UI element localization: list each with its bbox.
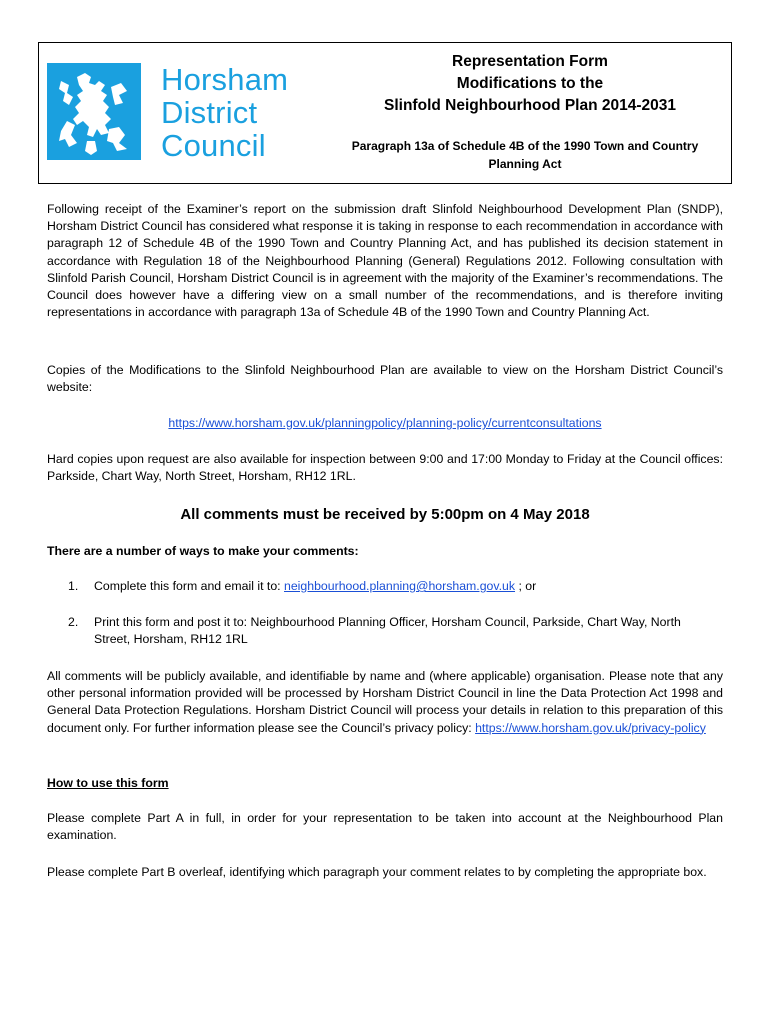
form-title	[335, 51, 725, 117]
how-to-use-heading: How to use this form	[47, 776, 169, 790]
consultation-link[interactable]: https://www.horsham.gov.uk/planningpolicy/planning-policy/currentconsultations	[168, 416, 602, 430]
part-a-paragraph: Please complete Part A in full, in order for your representation to be taken into account at the Neighbourhood Plan examination.	[47, 811, 723, 843]
privacy-text: All comments will be publicly available, and identifiable by name and (where applicable) organisation. Please note that any other personal information provided will be processed by Horsham District Council in line the Data Protection Act 1998 and General Data Protection Regulations. Horsham District Council will process your details in relation to this preparation of this document only. For further information please see the Council’s privacy policy:	[47, 669, 723, 735]
list-number: 1.	[68, 579, 79, 593]
way-prefix: Complete this form and email it to:	[94, 579, 284, 593]
lion-rampant-icon	[47, 63, 141, 160]
council-logo	[47, 63, 307, 163]
copies-paragraph: Copies of the Modifications to the Slinfold Neighbourhood Plan are available to view on the Horsham District Council’s website:	[47, 363, 723, 395]
logo-wordmark	[161, 63, 288, 162]
privacy-policy-link[interactable]: https://www.horsham.gov.uk/privacy-policy	[475, 720, 706, 735]
way-text: Print this form and post it to: Neighbourhood Planning Officer, Horsham Council, Parkside, Chart Way, North Street, Horsham, RH12 1RL	[94, 615, 681, 647]
form-subtitle	[325, 137, 725, 173]
list-number: 2.	[68, 615, 79, 629]
logo-line-3: Council	[161, 128, 266, 163]
email-link[interactable]: neighbourhood.planning@horsham.gov.uk	[284, 579, 516, 593]
form-subtitle-line-1: Paragraph 13a of Schedule 4B of the 1990 Town and Country	[351, 139, 699, 153]
way-suffix: ; or	[515, 579, 537, 593]
privacy-paragraph	[47, 668, 723, 737]
deadline-notice: All comments must be received by 5:00pm on 4 May 2018	[180, 506, 590, 523]
form-title-line-1: Representation Form	[452, 53, 608, 70]
consultation-link-line	[47, 415, 723, 432]
form-title-line-3: Slinfold Neighbourhood Plan 2014-2031	[384, 97, 676, 114]
ways-heading: There are a number of ways to make your comments:	[47, 544, 359, 558]
form-subtitle-line-2: Planning Act	[488, 157, 562, 171]
way-text	[94, 578, 714, 595]
intro-paragraph: Following receipt of the Examiner’s report on the submission draft Slinfold Neighbourhood Development Plan (SNDP), Horsham District Council has considered what response it is taking in response to each recommendation in accordance with paragraph 12 of Schedule 4B of the 1990 Town and Country Planning Act, and has published its decision statement in accordance with Regulation 18 of the Neighbourhood Planning (General) Regulations 2012. Following consultation with Slinfold Parish Council, Horsham District Council is in agreement with the majority of the Examiner’s recommendations. The Council does however have a differing view on a small number of the recommendations, and is therefore inviting representations in accordance with paragraph 13a of Schedule 4B of the 1990 Town and Country Planning Act.	[47, 202, 723, 320]
header-box	[38, 42, 732, 184]
logo-line-1: Horsham	[161, 62, 289, 97]
form-title-line-2: Modifications to the	[456, 75, 604, 92]
part-b-paragraph: Please complete Part B overleaf, identifying which paragraph your comment relates to by completing the appropriate box.	[47, 865, 707, 879]
logo-line-2: District	[161, 95, 258, 130]
hard-copies-paragraph: Hard copies upon request are also available for inspection between 9:00 and 17:00 Monday to Friday at the Council offices: Parkside, Chart Way, North Street, Horsham, RH12 1RL.	[47, 452, 723, 484]
